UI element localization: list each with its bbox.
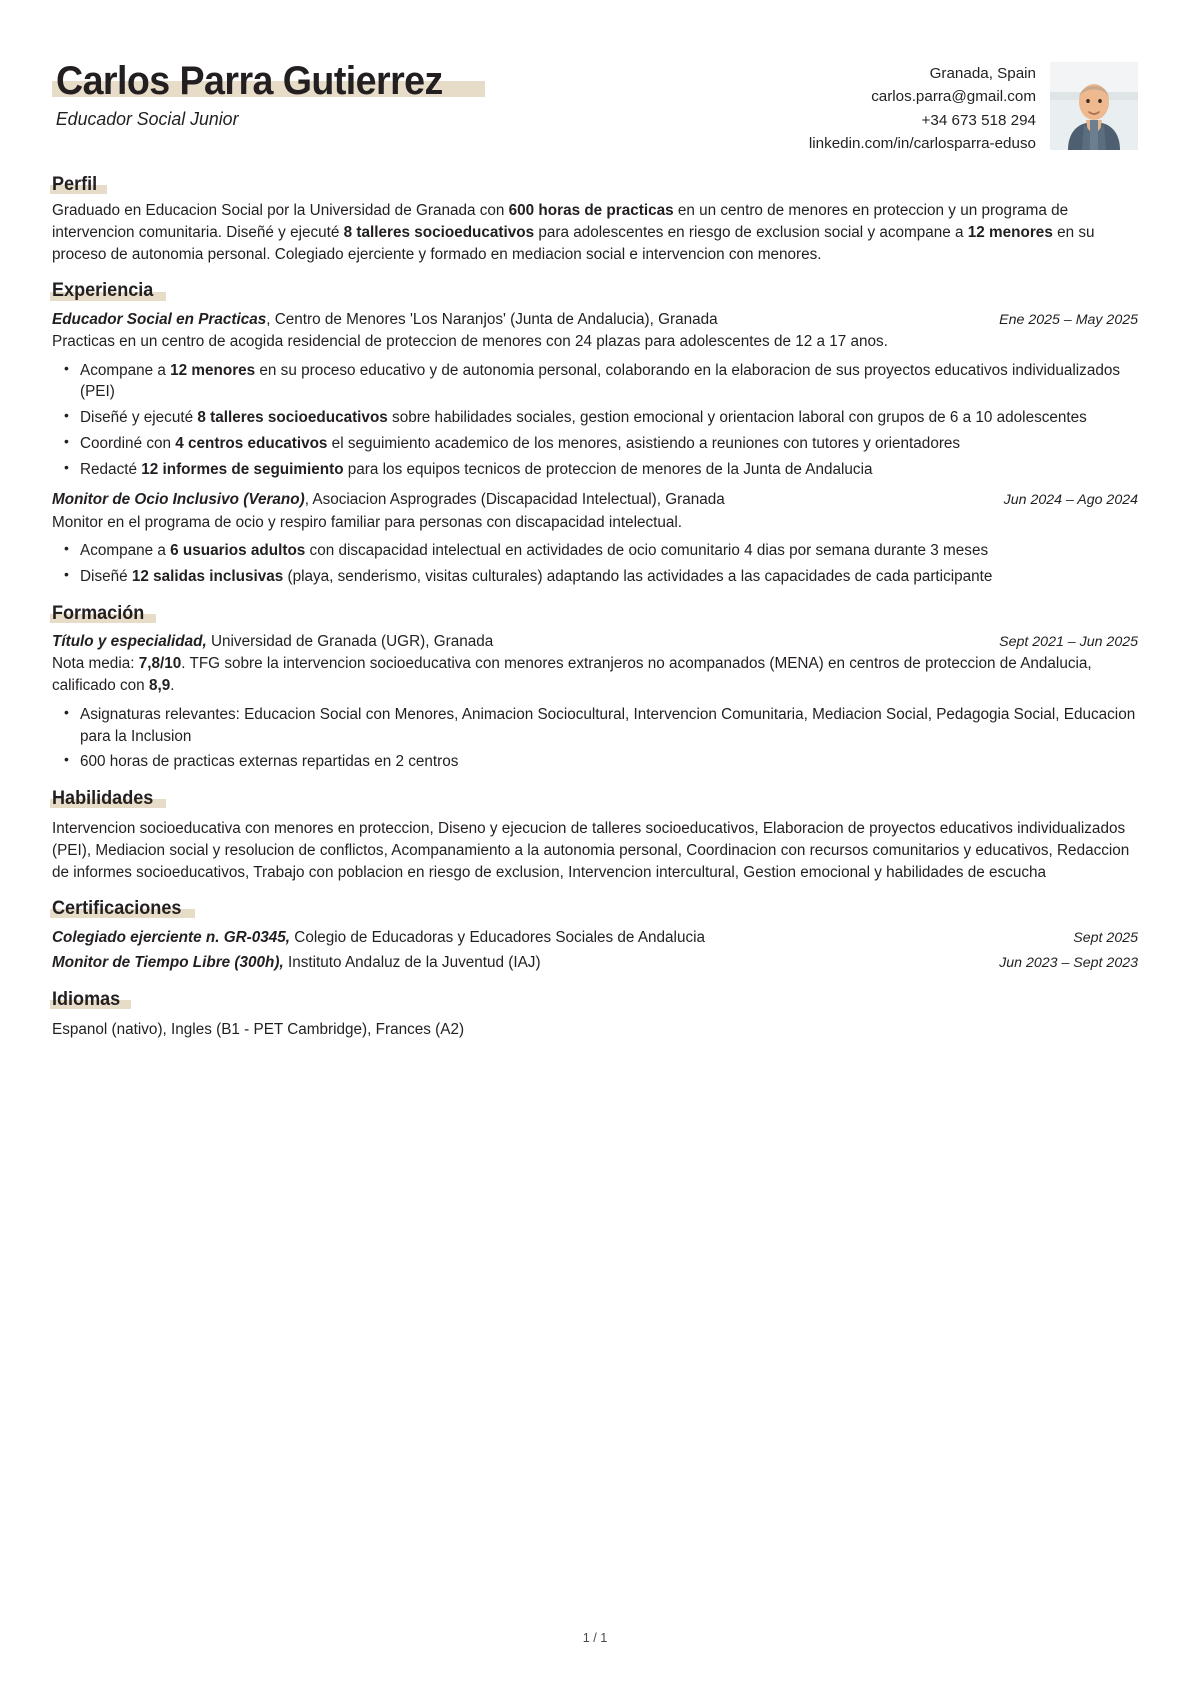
perfil-paragraph <box>52 200 1138 265</box>
bullet-text-bold: 4 centros educativos <box>175 434 328 452</box>
education-summary <box>52 653 1138 696</box>
profile-photo-icon <box>1050 62 1138 150</box>
bullet-text-bold: 12 salidas inclusivas <box>131 568 284 586</box>
section-formacion <box>52 602 1138 773</box>
experience-entry-list <box>52 309 1138 588</box>
perfil-text-4: en su proceso de autonomia personal. Colegiado ejerciente y formado en mediacion social e intervencion con menores. <box>52 223 1095 263</box>
bullet-text-post: para los equipos tecnicos de proteccion de menores de la Junta de Andalucia <box>343 460 873 478</box>
bullet-text-pre: Coordiné con <box>80 434 176 452</box>
certification-name <box>52 927 1055 949</box>
certification-date: Jun 2023 – Sept 2023 <box>999 954 1138 971</box>
bullet-list <box>52 360 1138 481</box>
header-contact-area <box>809 52 1138 155</box>
entry-title <box>52 631 981 652</box>
section-heading-experiencia-wrap <box>52 279 159 302</box>
education-entry-list <box>52 631 1138 773</box>
section-heading-idiomas: Idiomas <box>52 988 121 1010</box>
grade-value: 7,8/10 <box>138 655 182 673</box>
entry-header-row <box>52 489 1138 510</box>
list-item <box>52 433 1138 455</box>
skills-paragraph: Intervencion socioeducativa con menores en proteccion, Diseno y ejecucion de talleres socioeducativos, Elaboracion de proyectos educativos individualizados (PEI), Mediacion social y resolucion de conflictos, Acompanamiento a la autonomia personal, Coordinacion con recursos comunitarios y educativos, Redaccion de informes socioeducativos, Trabajo con poblacion en riesgo de exclusion, Intervencion intercultural, Gestion emocional y habilidades de escucha <box>52 820 1130 881</box>
section-heading-perfil: Perfil <box>52 174 98 195</box>
thesis-grade: 8,9 <box>148 677 171 695</box>
education-entry <box>52 631 1138 773</box>
perfil-text-3: para adolescentes en riesgo de exclusion social y acompane a <box>534 223 968 241</box>
contact-email[interactable]: carlos.parra@gmail.com <box>871 88 1036 106</box>
section-heading-certificaciones-wrap <box>52 897 188 920</box>
entry-summary: Practicas en un centro de acogida residencial de proteccion de menores con 24 plazas para adolescentes de 12 a 17 anos. <box>52 332 888 350</box>
entry-organization: , Asociacion Asprogrades (Discapacidad Intelectual), Granada <box>304 491 725 509</box>
section-heading-perfil-wrap <box>52 173 100 196</box>
perfil-text-2: en un centro de menores en proteccion y un programa de intervencion comunitaria. Diseñé y ejecuté <box>52 202 1069 241</box>
bullet-list <box>52 704 1138 773</box>
experience-entry <box>52 489 1138 588</box>
bullet-text-post: en su proceso educativo y de autonomia personal, colaborando en la elaboracion de sus proyectos educativos individualizados (PEI) <box>80 361 1120 401</box>
contact-linkedin[interactable]: linkedin.com/in/carlosparra-eduso <box>808 134 1036 152</box>
list-item <box>52 704 1138 747</box>
list-item <box>52 407 1138 429</box>
certification-row <box>52 927 1138 949</box>
bullet-text-pre: Asignaturas relevantes: Educacion Social con Menores, Animacion Sociocultural, Intervencion Comunitaria, Mediacion Social, Pedagogia Social, Educacion para la Inclusion <box>80 705 1136 745</box>
bullet-text-pre: Acompane a <box>80 361 171 379</box>
contact-location: Granada, Spain <box>929 65 1036 82</box>
certification-row <box>52 952 1138 974</box>
perfil-bold-3: 12 menores <box>967 223 1053 241</box>
bullet-text-bold: 12 informes de seguimiento <box>141 460 344 478</box>
perfil-text-1: Graduado en Educacion Social por la Universidad de Granada con <box>52 202 509 220</box>
certification-title: Monitor de Tiempo Libre (300h), <box>52 953 284 971</box>
certification-issuer: Colegio de Educadoras y Educadores Sociales de Andalucia <box>290 929 706 947</box>
entry-date: Sept 2021 – Jun 2025 <box>999 633 1138 650</box>
bullet-list <box>52 540 1138 587</box>
entry-header-row <box>52 631 1138 652</box>
entry-header-row <box>52 309 1138 330</box>
bullet-text-pre: Diseñé y ejecuté <box>80 409 198 427</box>
list-item <box>52 540 1138 562</box>
section-certificaciones <box>52 897 1138 974</box>
entry-organization: , Centro de Menores 'Los Naranjos' (Junta de Andalucia), Granada <box>266 310 718 328</box>
bullet-text-pre: Acompane a <box>80 542 171 560</box>
section-heading-habilidades: Habilidades <box>52 787 154 809</box>
section-habilidades <box>52 787 1138 883</box>
entry-organization: Universidad de Granada (UGR), Granada <box>206 632 494 650</box>
thesis-text: . TFG sobre la intervencion socioeducativa con menores extranjeros no acompanados (MENA) en centros de proteccion de Andalucia, calificado con <box>52 655 1092 695</box>
list-item <box>52 459 1138 481</box>
bullet-text-post: (playa, senderismo, visitas culturales) adaptando las actividades a las capacidades de cada participante <box>283 568 993 586</box>
entry-summary: Monitor en el programa de ocio y respiro familiar para personas con discapacidad intelectual. <box>52 513 683 531</box>
name-block <box>52 60 473 103</box>
entry-title <box>52 489 986 510</box>
page-footer: 1 / 1 <box>582 1631 608 1645</box>
entry-date: Ene 2025 – May 2025 <box>999 311 1138 328</box>
bullet-text-post: el seguimiento academico de los menores, asistiendo a reuniones con tutores y orientadores <box>327 434 961 452</box>
list-item <box>52 360 1138 403</box>
section-perfil <box>52 173 1138 265</box>
bullet-text-post: con discapacidad intelectual en actividades de ocio comunitario 4 dias por semana durante 3 meses <box>305 542 989 560</box>
job-subtitle: Educador Social Junior <box>55 108 239 130</box>
section-heading-idiomas-wrap <box>52 988 124 1011</box>
grade-label: Nota media: <box>52 655 139 673</box>
contact-block <box>809 62 1036 155</box>
header-identity <box>52 52 473 130</box>
entry-date: Jun 2024 – Ago 2024 <box>1003 492 1138 509</box>
bullet-text-bold: 12 menores <box>170 361 256 379</box>
degree-title: Título y especialidad, <box>52 632 207 650</box>
resume-header <box>52 52 1138 155</box>
bullet-text-bold: 6 usuarios adultos <box>170 542 306 560</box>
section-heading-formacion: Formación <box>52 602 145 624</box>
entry-role: Educador Social en Practicas <box>52 310 267 328</box>
bullet-text-pre: Diseñé <box>80 568 132 586</box>
languages-paragraph: Espanol (nativo), Ingles (B1 - PET Cambridge), Frances (A2) <box>52 1020 465 1038</box>
list-item <box>52 751 1138 773</box>
perfil-bold-2: 8 talleres socioeducativos <box>343 223 535 241</box>
section-heading-certificaciones: Certificaciones <box>52 898 182 920</box>
certification-date: Sept 2025 <box>1073 930 1138 947</box>
certification-list <box>52 927 1138 973</box>
section-idiomas <box>52 988 1138 1041</box>
perfil-bold-1: 600 horas de practicas <box>508 202 674 220</box>
certification-name <box>52 952 981 974</box>
summary-end: . <box>170 677 175 695</box>
section-heading-experiencia: Experiencia <box>52 280 154 302</box>
bullet-text-bold: 8 talleres socioeducativos <box>197 409 388 427</box>
page-title: Carlos Parra Gutierrez <box>56 59 443 103</box>
contact-phone[interactable]: +34 673 518 294 <box>921 111 1036 129</box>
entry-title <box>52 309 981 330</box>
bullet-text-pre: 600 horas de practicas externas repartidas en 2 centros <box>80 753 459 771</box>
section-heading-habilidades-wrap <box>52 787 159 810</box>
bullet-text-pre: Redacté <box>80 460 142 478</box>
list-item <box>52 566 1138 588</box>
avatar <box>1050 62 1138 150</box>
bullet-text-post: sobre habilidades sociales, gestion emocional y orientacion laboral con grupos de 6 a 10 adolescentes <box>387 409 1087 427</box>
section-experiencia <box>52 279 1138 587</box>
section-heading-formacion-wrap <box>52 602 149 625</box>
certification-issuer: Instituto Andaluz de la Juventud (IAJ) <box>283 953 541 971</box>
certification-title: Colegiado ejerciente n. GR-0345, <box>52 929 291 947</box>
entry-role: Monitor de Ocio Inclusivo (Verano) <box>52 491 305 509</box>
experience-entry <box>52 309 1138 481</box>
